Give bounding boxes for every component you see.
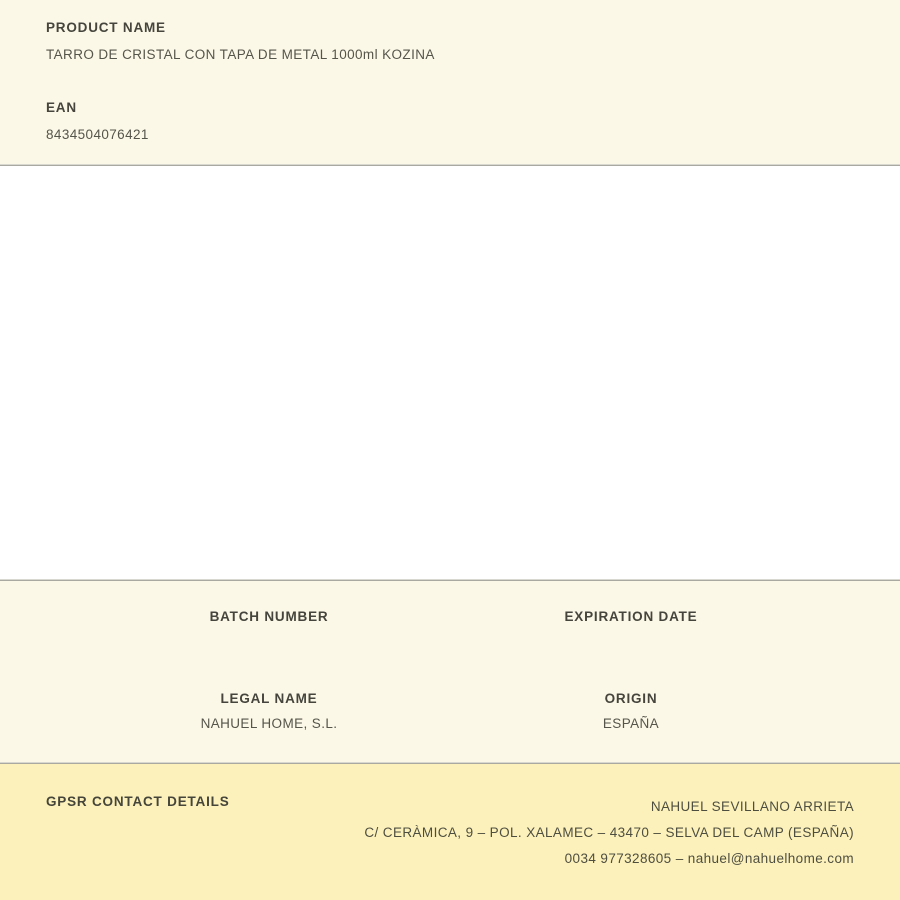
legal-name-value: NAHUEL HOME, S.L. xyxy=(200,716,338,731)
origin-label: ORIGIN xyxy=(604,691,658,706)
legal-name-field xyxy=(88,691,450,732)
gpsr-title: GPSR CONTACT DETAILS xyxy=(46,794,230,809)
legal-name-label: LEGAL NAME xyxy=(220,691,318,706)
expiration-date-label: EXPIRATION DATE xyxy=(564,609,698,624)
gpsr-address: C/ CERÀMICA, 9 – POL. XALAMEC – 43470 – SELVA DEL CAMP (ESPAÑA) xyxy=(364,825,854,840)
product-name-field xyxy=(46,20,854,63)
product-name-value: TARRO DE CRISTAL CON TAPA DE METAL 1000ml KOZINA xyxy=(46,47,435,62)
ean-label: EAN xyxy=(46,100,77,115)
gpsr-section xyxy=(0,764,900,900)
details-grid xyxy=(88,609,812,732)
gpsr-contact-block xyxy=(230,794,855,872)
gpsr-contact-name: NAHUEL SEVILLANO ARRIETA xyxy=(650,799,854,814)
expiration-date-field xyxy=(450,609,812,650)
details-section xyxy=(0,581,900,762)
origin-field xyxy=(450,691,812,732)
ean-value: 8434504076421 xyxy=(46,127,149,142)
origin-value: ESPAÑA xyxy=(602,716,660,731)
product-image-area xyxy=(0,166,900,579)
gpsr-phone-email: 0034 977328605 – nahuel@nahuelhome.com xyxy=(564,851,854,866)
batch-number-value xyxy=(88,634,450,650)
batch-number-label: BATCH NUMBER xyxy=(209,609,329,624)
batch-number-field xyxy=(88,609,450,650)
product-name-label: PRODUCT NAME xyxy=(46,20,166,35)
expiration-date-value xyxy=(450,634,812,650)
product-header-section xyxy=(0,0,900,164)
ean-field xyxy=(46,100,854,143)
